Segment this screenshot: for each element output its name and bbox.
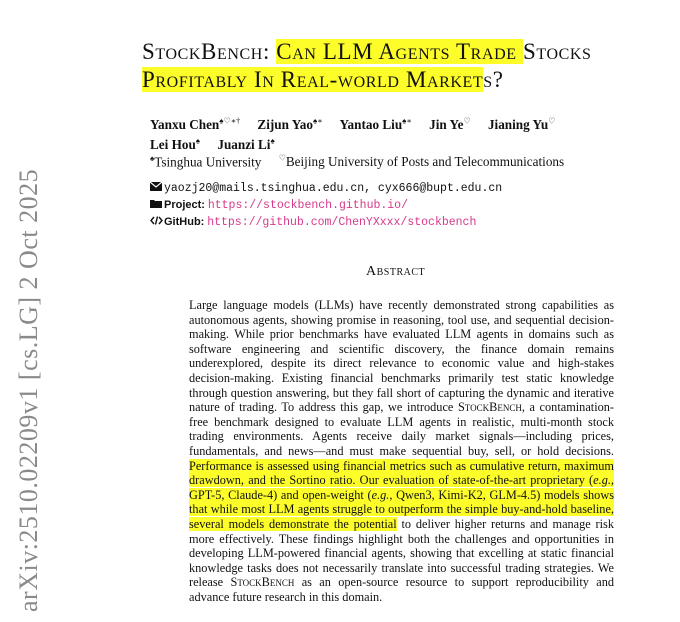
affiliation-1: Tsinghua University [154, 154, 262, 170]
spade-mark: ♠ [150, 154, 155, 163]
project-label: Project: [164, 199, 205, 211]
project-link[interactable]: https://stockbench.github.io/ [207, 199, 408, 212]
email-row [150, 180, 502, 197]
author: Juanzi Li♠ [217, 136, 275, 152]
envelope-icon [150, 180, 164, 197]
heart-mark: ♡ [278, 154, 286, 163]
paper-title [142, 38, 672, 94]
github-row [150, 214, 502, 231]
author: Yanxu Chen♠♡∗† [150, 117, 241, 133]
author: Jianing Yu♡ [487, 117, 556, 133]
affiliation-2: Beijing University of Posts and Telecommunications [285, 154, 565, 170]
abstract-body [189, 298, 614, 604]
author-row-2 [150, 133, 630, 152]
abstract-paragraph: Large language models (LLMs) have recently demonstrated strong capabilities as autonomous agents, showing promise in reasoning, tool use, and sequential decision-making. While prior benchmarks have evaluated LLM agents in domains such as software engineering and scientific discovery, the finance domain remains underexplored, despite its direct relevance to economic value and high-stakes decision-making. Existing financial benchmarks primarily test static knowledge through question answering, but they fall short of capturing the dynamic and iterative nature of trading. To address this gap, we introduce StockBench, a contamination-free benchmark designed to evaluate LLM agents in realistic, multi-month stock trading environments. Agents receive daily market signals—including prices, fundamentals, and news—and must make sequential buy, sell, or hold decisions. Performance is assessed using financial metrics such as cumulative return, maximum drawdown, and the Sortino ratio. Our evaluation of state-of-the-art proprietary (e.g., GPT-5, Claude-4) and open-weight (e.g., Qwen3, Kimi-K2, GLM-4.5) models shows that while most LLM agents struggle to outperform the simple buy-and-hold baseline, several models demonstrate the potential to deliver higher returns and manage risk more effectively. These findings highlight both the challenges and opportunities in developing LLM-powered financial agents, showing that excelling at static financial knowledge tasks does not necessarily translate into successful trading strategies. We release StockBench as an open-source resource to support reproducibility and advance future research in this domain. [189, 298, 615, 604]
title-line-2: Profitably In Real-world Markets? [142, 67, 504, 92]
github-label: GitHub: [164, 216, 205, 228]
author-row-1 [150, 114, 630, 133]
project-row [150, 197, 502, 214]
email-text[interactable]: yaozj20@mails.tsinghua.edu.cn, cyx666@bupt.edu.cn [164, 182, 503, 195]
abstract-heading: Abstract [366, 264, 426, 279]
folder-icon [150, 197, 164, 214]
highlighted-text: Performance is assessed using financial metrics such as cumulative return, maximum drawdown, and the Sortino ratio. Our evaluation of state-of-the-art proprietary (e.g., GPT-5, Claude-4) and open-weight (e.g., Qwen3, Kimi-K2, GLM-4.5) models shows that while most LLM agents struggle to outperform the simple buy-and-hold baseline, several models demonstrate the potential [189, 458, 614, 531]
author: Zijun Yao♠∗ [257, 117, 323, 133]
title-line-1: StockBench: Can LLM Agents Trade Stocks [142, 39, 592, 64]
affiliations [150, 154, 564, 170]
github-link[interactable]: https://github.com/ChenYXxxx/stockbench [207, 216, 477, 229]
code-icon [150, 214, 164, 231]
author: Yantao Liu♠∗ [339, 117, 412, 133]
author: Jin Ye♡ [429, 117, 471, 133]
arxiv-stamp: arXiv:2510.02209v1 [cs.LG] 2 Oct 2025 [14, 168, 43, 612]
author-list [150, 114, 630, 153]
author: Lei Hou♠ [150, 136, 201, 152]
contact-block [150, 180, 502, 231]
